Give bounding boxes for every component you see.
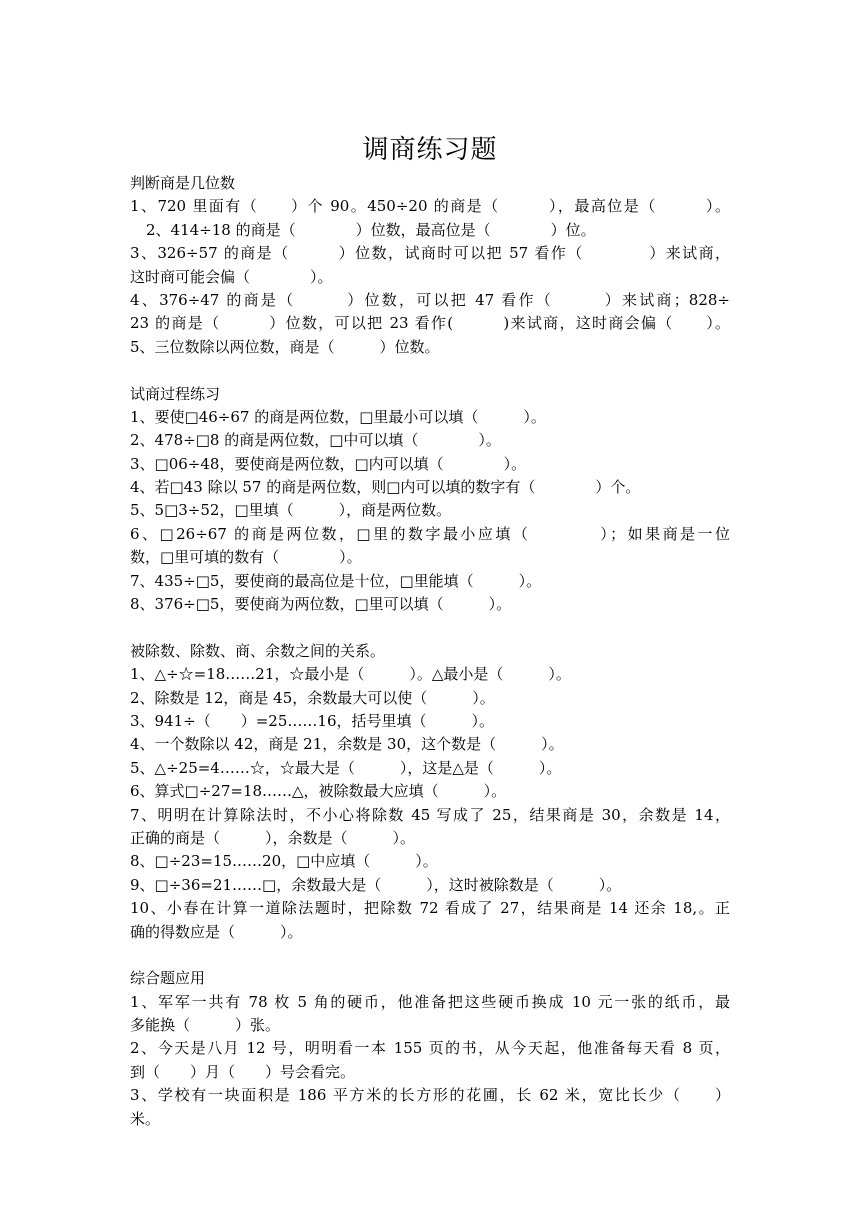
question-line: 3、学校有一块面积是 186 平方米的长方形的花圃，长 62 米，宽比长少（ ）	[130, 1086, 730, 1105]
question-line: 1、军军一共有 78 枚 5 角的硬币，他准备把这些硬币换成 10 元一张的纸币，最	[130, 992, 730, 1011]
question-line: 1、△÷☆=18……21，☆最小是（ ）。△最小是（ ）。	[130, 665, 571, 684]
question-line: 5、5□3÷52，□里填（ ），商是两位数。	[130, 501, 452, 520]
question-line: 1、720 里面有（ ）个 90。450÷20 的商是（ ），最高位是（ ）。	[130, 197, 730, 216]
question-line: 5、△÷25=4……☆，☆最大是（ ），这是△是（ ）。	[130, 758, 562, 777]
question-line: 2、除数是 12，商是 45，余数最大可以使（ ）。	[130, 688, 495, 707]
question-line: 4、376÷47 的商是（ ）位数，可以把 47 看作（ ）来试商；828÷	[130, 290, 730, 309]
question-line: 多能换（ ）张。	[130, 1016, 281, 1035]
question-line: 1、要使□46÷67 的商是两位数，□里最小可以填（ ）。	[130, 407, 546, 426]
page-title: 调商练习题	[362, 135, 498, 165]
question-line: 6、算式□÷27=18……△，被除数最大应填（ ）。	[130, 782, 507, 801]
question-line: 米。	[130, 1109, 161, 1128]
spacer	[130, 944, 730, 967]
question-line: 23 的商是（ ）位数，可以把 23 看作( )来试商，这时商会偏（ ）。	[130, 314, 730, 333]
question-line: 这时商可能会偏（ ）。	[130, 267, 333, 286]
question-line: 8、376÷□5，要使商为两位数，□里可以填（ ）。	[130, 595, 512, 614]
section-heading: 综合题应用	[130, 969, 206, 988]
question-line: 到（ ）月（ ）号会看完。	[130, 1062, 356, 1081]
section-trial-quotient	[130, 383, 730, 617]
question-line: 7、435÷□5，要使商的最高位是十位，□里能填（ ）。	[130, 571, 542, 590]
question-line: 5、三位数除以两位数，商是（ ）位数。	[130, 337, 440, 356]
spacer	[130, 616, 730, 639]
section-heading: 试商过程练习	[130, 384, 221, 403]
question-line: 2、414÷18 的商是（ ）位数，最高位是（ ）位。	[146, 220, 596, 239]
question-line: 3、□06÷48，要使商是两位数，□内可以填（ ）。	[130, 454, 527, 473]
question-line: 确的得数应是（ ）。	[130, 922, 303, 941]
section-applications	[130, 967, 730, 1131]
question-line: 10、小春在计算一道除法题时，把除数 72 看成了 27，结果商是 14 还余 18,。正	[130, 899, 730, 918]
question-line: 7、明明在计算除法时，不小心将除数 45 写成了 25，结果商是 30，余数是 14，	[130, 805, 730, 824]
question-line: 2、今天是八月 12 号，明明看一本 155 页的书，从今天起，他准备每天看 8 页，	[130, 1039, 730, 1058]
question-line: 正确的商是（ ），余数是（ ）。	[130, 828, 416, 847]
document-body	[130, 172, 730, 1131]
question-line: 6、□26÷67 的商是两位数，□里的数字最小应填（ ）；如果商是一位	[130, 524, 730, 543]
question-line: 4、若□43 除以 57 的商是两位数，则□内可以填的数字有（ ）个。	[130, 478, 641, 497]
question-line: 数，□里可填的数有（ ）。	[130, 548, 362, 567]
question-line: 8、□÷23=15……20，□中应填（ ）。	[130, 852, 438, 871]
question-line: 9、□÷36=21……□，余数最大是（ ），这时被除数是（ ）。	[130, 875, 622, 894]
question-line: 3、941÷（ ）=25……16，括号里填（ ）。	[130, 711, 494, 730]
question-line: 3、326÷57 的商是（ ）位数，试商时可以把 57 看作（ ）来试商，	[130, 244, 730, 263]
section-heading: 被除数、除数、商、余数之间的关系。	[130, 641, 386, 660]
question-line: 2、478÷□8 的商是两位数，□中可以填（ ）。	[130, 431, 501, 450]
section-relationships	[130, 640, 730, 944]
question-line: 4、一个数除以 42，商是 21，余数是 30，这个数是（ ）。	[130, 735, 564, 754]
spacer	[130, 359, 730, 382]
section-heading: 判断商是几位数	[130, 174, 236, 192]
section-digits	[130, 172, 730, 359]
